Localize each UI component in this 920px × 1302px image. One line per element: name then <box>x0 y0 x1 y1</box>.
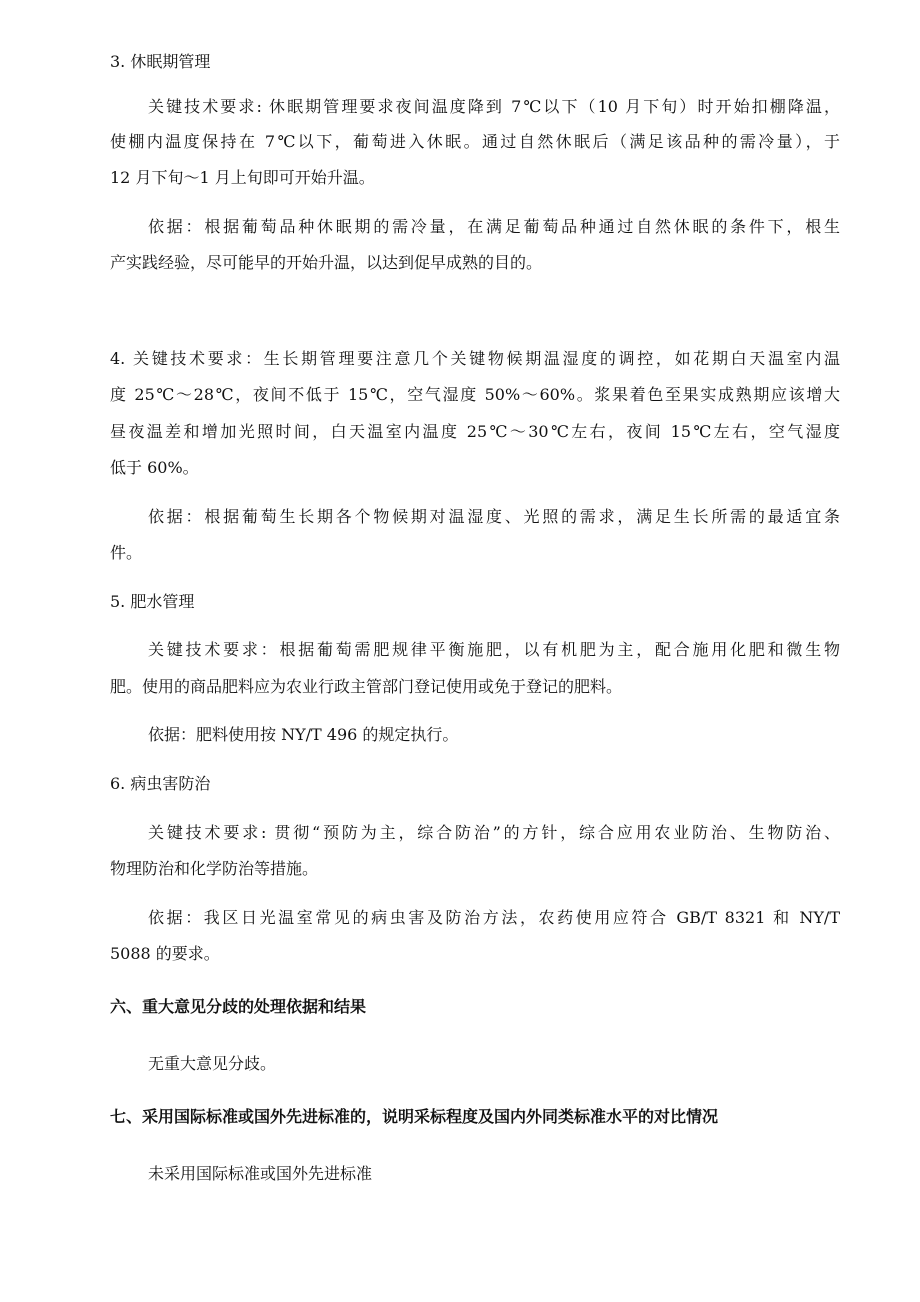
paragraph-line: 未采用国际标准或国外先进标准 <box>148 1164 373 1183</box>
paragraph-line: 物理防治和化学防治等措施。 <box>110 859 319 878</box>
paragraph-line: 关键技术要求：根据葡萄需肥规律平衡施肥，以有机肥为主，配合施用化肥和微生物 <box>148 640 840 659</box>
paragraph-line: 产实践经验，尽可能早的开始升温，以达到促早成熟的目的。 <box>110 253 543 272</box>
heading-pest-control: 6. 病虫害防治 <box>110 774 211 793</box>
paragraph-line: 依据：根据葡萄生长期各个物候期对温湿度、光照的需求，满足生长所需的最适宜条 <box>148 507 840 526</box>
paragraph-line: 依据：我区日光温室常见的病虫害及防治方法，农药使用应符合 GB/T 8321 和 NY/T <box>148 908 840 927</box>
paragraph-line: 件。 <box>110 543 143 562</box>
heading-dormancy: 3. 休眠期管理 <box>110 52 211 71</box>
paragraph-line: 关键技术要求: 休眠期管理要求夜间温度降到 7℃以下（10 月下旬）时开始扣棚降温， <box>148 97 840 116</box>
paragraph-line: 依据：肥料使用按 NY/T 496 的规定执行。 <box>148 725 459 744</box>
paragraph-line: 昼夜温差和增加光照时间，白天温室内温度 25℃～30℃左右，夜间 15℃左右，空气湿度 <box>110 422 840 441</box>
paragraph-line: 使棚内温度保持在 7℃以下，葡萄进入休眠。通过自然休眠后（满足该品种的需冷量），于 <box>110 132 840 151</box>
paragraph-line: 肥。使用的商品肥料应为农业行政主管部门登记使用或免于登记的肥料。 <box>110 677 623 696</box>
paragraph-line: 12 月下旬～1 月上旬即可开始升温。 <box>110 168 375 187</box>
section-heading-standards: 七、采用国际标准或国外先进标准的，说明采标程度及国内外同类标准水平的对比情况 <box>110 1107 719 1126</box>
paragraph-line: 低于 60%。 <box>110 458 199 477</box>
paragraph-line: 关键技术要求: 贯彻“预防为主，综合防治”的方针，综合应用农业防治、生物防治、 <box>148 823 840 842</box>
paragraph-line: 依据：根据葡萄品种休眠期的需冷量，在满足葡萄品种通过自然休眠的条件下，根生 <box>148 217 840 236</box>
paragraph-line: 5088 的要求。 <box>110 944 220 963</box>
paragraph-line: 度 25℃～28℃，夜间不低于 15℃，空气湿度 50%～60%。浆果着色至果实成熟期应该增大 <box>110 385 840 404</box>
heading-fertilizer: 5. 肥水管理 <box>110 592 195 611</box>
section-heading-disputes: 六、重大意见分歧的处理依据和结果 <box>110 997 367 1016</box>
paragraph-line: 无重大意见分歧。 <box>148 1054 277 1073</box>
paragraph-line: 4. 关键技术要求：生长期管理要注意几个关键物候期温湿度的调控，如花期白天温室内温 <box>110 349 840 368</box>
